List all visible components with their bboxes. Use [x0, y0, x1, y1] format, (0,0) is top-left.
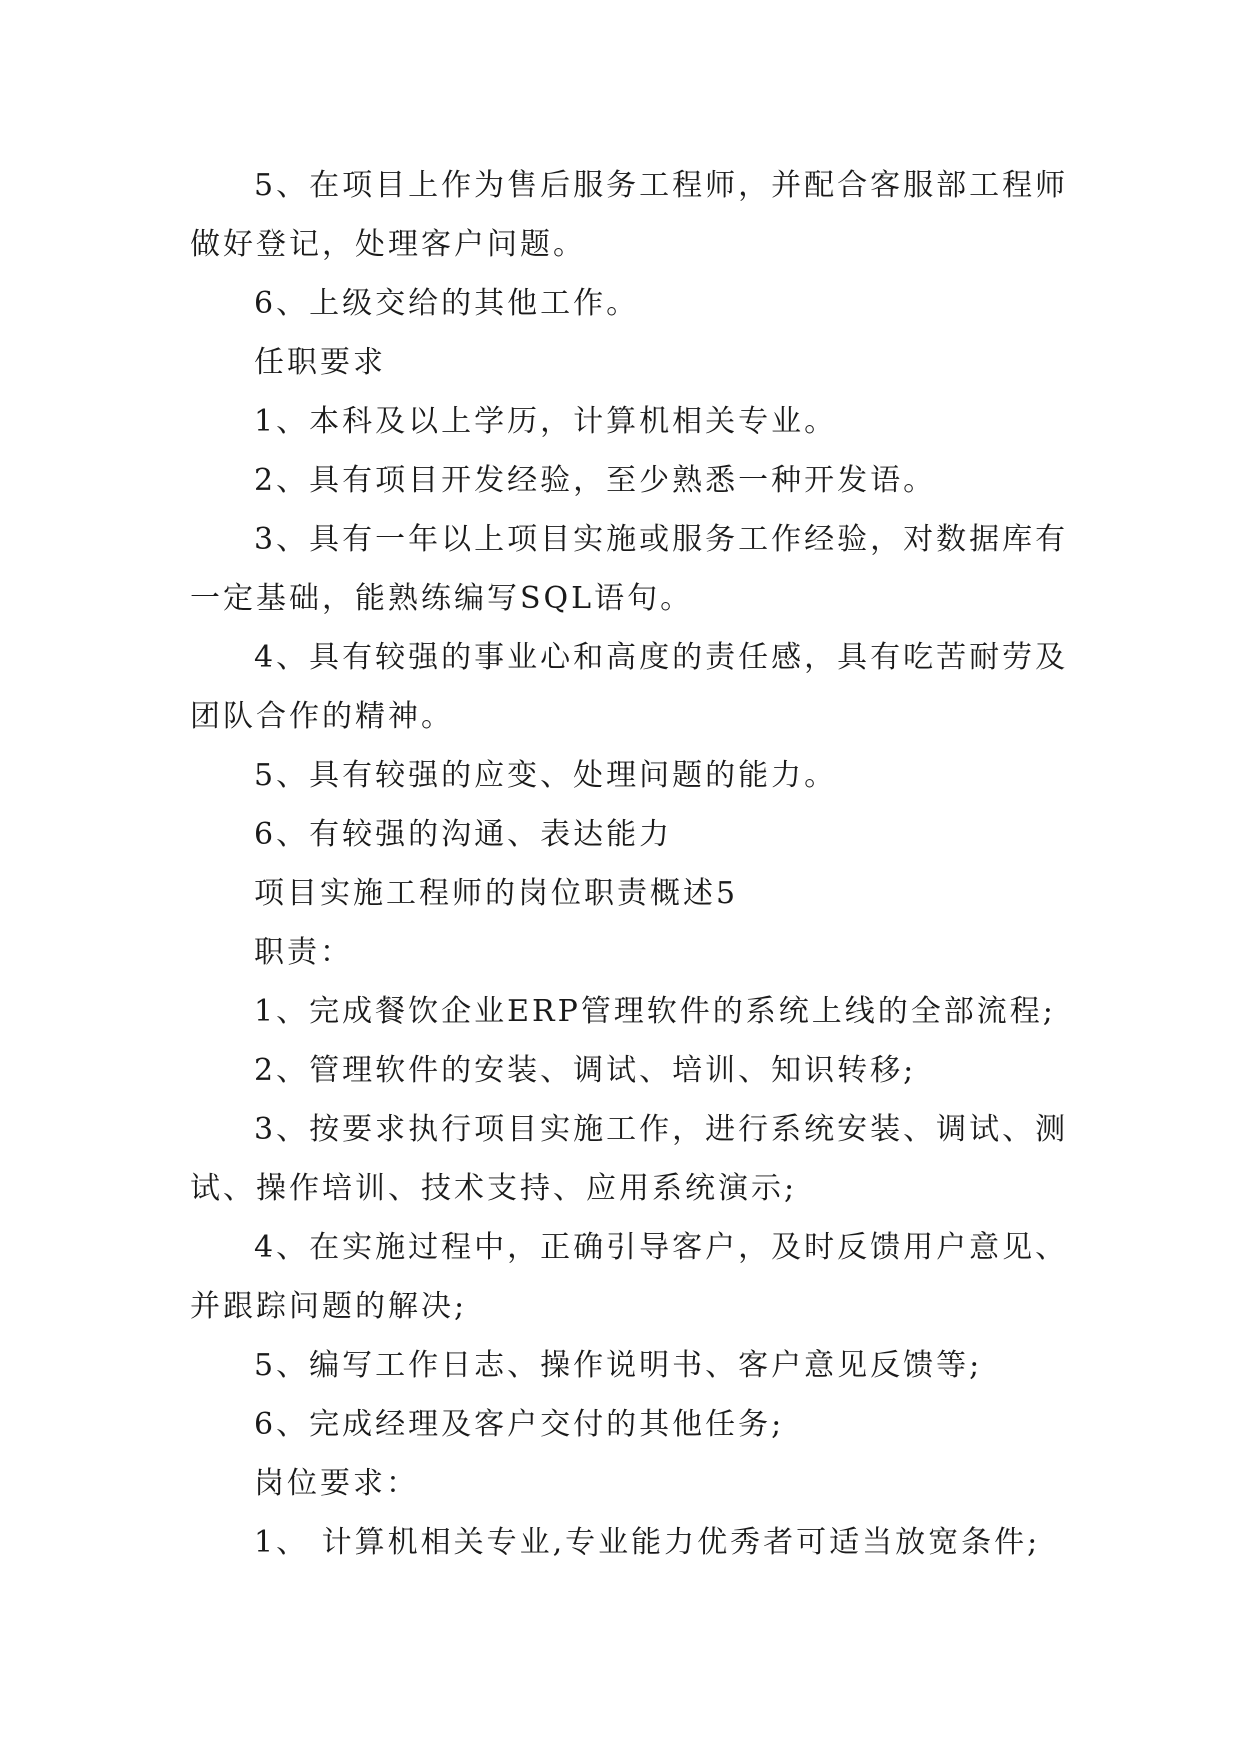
paragraph-req-5: 5、具有较强的应变、处理问题的能力。 [254, 758, 838, 793]
paragraph-duty-4: 4、在实施过程中，正确引导客户，及时反馈用户意见、并跟踪问题的解决; [190, 1230, 1069, 1324]
paragraph-req-2: 2、具有项目开发经验，至少熟悉一种开发语。 [254, 463, 937, 498]
paragraph-job-req-1: 1、 计算机相关专业,专业能力优秀者可适当放宽条件; [254, 1525, 1041, 1560]
paragraph-duty-6b: 6、完成经理及客户交付的其他任务; [254, 1407, 785, 1442]
section-heading-duties: 职责： [254, 935, 353, 970]
section-title-overview-5: 项目实施工程师的岗位职责概述5 [254, 876, 739, 911]
paragraph-duty-5b: 5、编写工作日志、操作说明书、客户意见反馈等; [254, 1348, 983, 1383]
section-heading-requirements: 任职要求 [254, 345, 386, 380]
paragraph-req-6: 6、有较强的沟通、表达能力 [254, 817, 673, 852]
document-body [190, 156, 1070, 1572]
paragraph-duty-3: 3、按要求执行项目实施工作，进行系统安装、调试、测试、操作培训、技术支持、应用系统演示; [190, 1112, 1069, 1206]
section-heading-job-requirements: 岗位要求： [254, 1466, 419, 1501]
paragraph-duty-1: 1、完成餐饮企业ERP管理软件的系统上线的全部流程; [254, 994, 1056, 1029]
paragraph-req-1: 1、本科及以上学历，计算机相关专业。 [254, 404, 838, 439]
paragraph-duty-6: 6、上级交给的其他工作。 [254, 286, 640, 321]
paragraph-req-4: 4、具有较强的事业心和高度的责任感，具有吃苦耐劳及团队合作的精神。 [190, 640, 1069, 734]
paragraph-duty-5: 5、在项目上作为售后服务工程师，并配合客服部工程师做好登记，处理客户问题。 [190, 168, 1069, 262]
paragraph-duty-2: 2、管理软件的安装、调试、培训、知识转移; [254, 1053, 917, 1088]
paragraph-req-3: 3、具有一年以上项目实施或服务工作经验，对数据库有一定基础，能熟练编写SQL语句。 [190, 522, 1069, 616]
